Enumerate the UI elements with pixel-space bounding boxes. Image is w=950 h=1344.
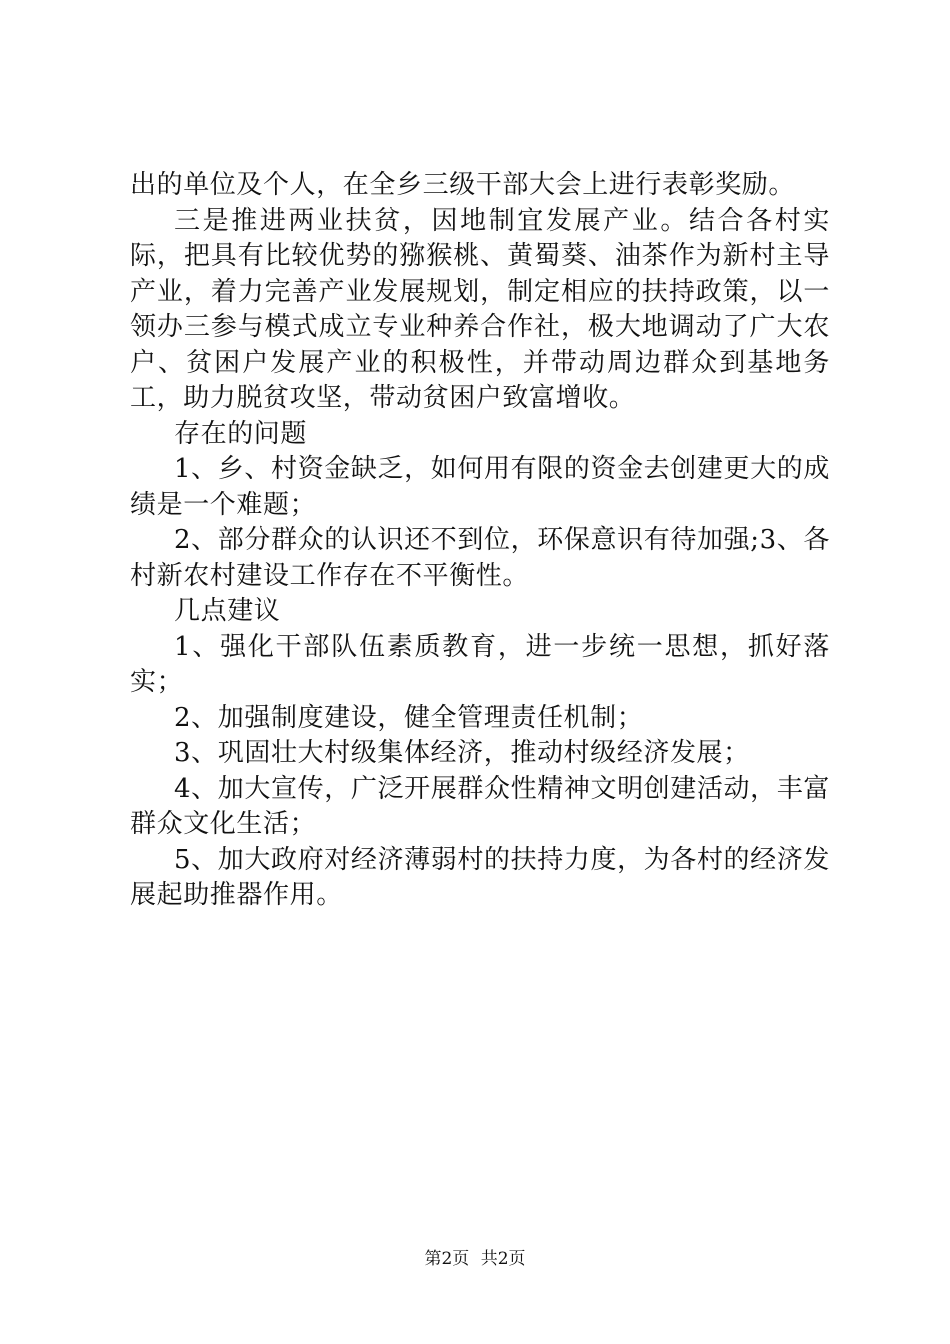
document-body [130, 168, 830, 914]
page-number-total: 共2页 [480, 1249, 526, 1269]
paragraph-continuation: 出的单位及个人，在全乡三级干部大会上进行表彰奖励。 [130, 170, 796, 200]
suggestion-item-4: 4、加大宣传，广泛开展群众性精神文明创建活动，丰富群众文化生活； [130, 773, 830, 839]
problem-item-1: 1、乡、村资金缺乏，如何用有限的资金去创建更大的成绩是一个难题； [130, 454, 830, 520]
problem-item-2: 2、部分群众的认识还不到位，环保意识有待加强;3、各村新农村建设工作存在不平衡性。 [130, 525, 830, 591]
suggestion-item-2: 2、加强制度建设，健全管理责任机制； [174, 702, 644, 733]
suggestion-item-1: 1、强化干部队伍素质教育，进一步统一思想，抓好落实； [130, 631, 830, 697]
page-number-current: 第2页 [424, 1249, 470, 1269]
suggestion-item-3: 3、巩固壮大村级集体经济，推动村级经济发展； [174, 738, 750, 768]
section-heading-problems: 存在的问题 [174, 418, 308, 449]
suggestion-item-5: 5、加大政府对经济薄弱村的扶持力度，为各村的经济发展起助推器作用。 [130, 844, 830, 910]
page-footer [0, 1244, 950, 1269]
paragraph-industry-development: 三是推进两业扶贫，因地制宜发展产业。结合各村实际，把具有比较优势的猕猴桃、黄蜀葵、油茶作为新村主导产业，着力完善产业发展规划，制定相应的扶持政策，以一领办三参与模式成立专业种养合作社，极大地调动了广大农户、贫困户发展产业的积极性，并带动周边群众到基地务工，助力脱贫攻坚，带动贫困户致富增收。 [130, 205, 830, 413]
section-heading-suggestions: 几点建议 [174, 596, 281, 626]
